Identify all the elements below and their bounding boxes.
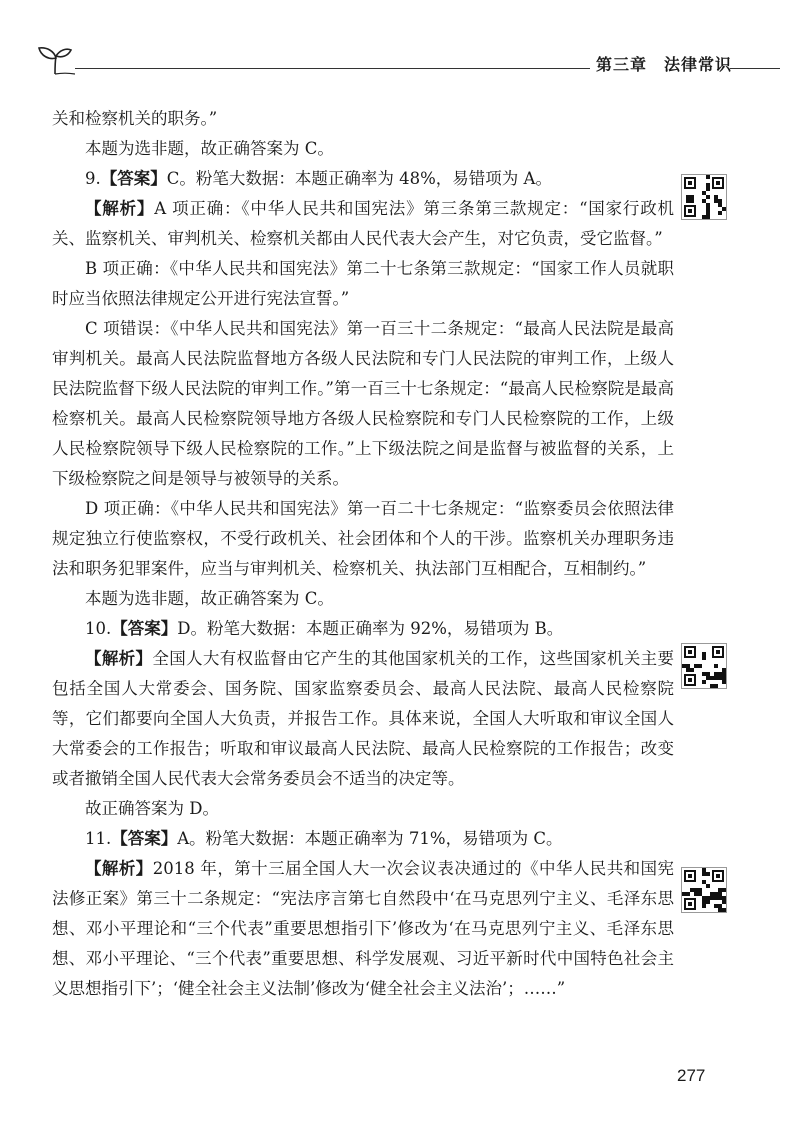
chapter-title: 第三章 法律常识 [590, 52, 738, 75]
page-header [35, 38, 780, 78]
page-number: 277 [677, 1066, 706, 1085]
answer-q9: 9.【答案】C。粉笔大数据：本题正确率为 48%，易错项为 A。 [85, 169, 552, 188]
header-rule-left [75, 68, 620, 69]
paragraph: 本题为选非题，故正确答案为 C。 [85, 139, 334, 158]
analysis-tag: 【解析】 [85, 649, 153, 668]
answer-explanation-body [52, 104, 674, 1004]
analysis-q9: 【解析】A 项正确：《中华人民共和国宪法》第三条第三款规定：“国家行政机关、监察机关、审判机关、检察机关都由人民代表大会产生，对它负责，受它监督。” [52, 199, 674, 248]
analysis-q10: 【解析】全国人大有权监督由它产生的其他国家机关的工作，这些国家机关主要包括全国人大常委会、国务院、国家监察委员会、最高人民法院、最高人民检察院等，它们都要向全国人大负责，并报告工作。具体来说，全国人大听取和审议全国人大常委会的工作报告；听取和审议最高人民法院、最高人民检察院的工作报告；改变或者撤销全国人民代表大会常务委员会不适当的决定等。 [52, 649, 675, 788]
paragraph: 本题为选非题，故正确答案为 C。 [85, 589, 334, 608]
sprout-logo-icon [35, 44, 75, 76]
qr-code-q11-icon[interactable] [681, 867, 727, 913]
header-rule-right [730, 68, 780, 69]
answer-q11: 11.【答案】A。粉笔大数据：本题正确率为 71%，易错项为 C。 [85, 829, 563, 848]
answer-q10: 10.【答案】D。粉笔大数据：本题正确率为 92%，易错项为 B。 [85, 619, 564, 638]
paragraph: B 项正确：《中华人民共和国宪法》第二十七条第三款规定：“国家工作人员就职时应当依照法律规定公开进行宪法宣誓。” [52, 259, 674, 308]
qr-code-q9-icon[interactable] [681, 174, 727, 220]
answer-tag: 【答案】 [111, 829, 178, 848]
qr-code-q10-icon[interactable] [681, 643, 727, 689]
paragraph: D 项正确：《中华人民共和国宪法》第一百二十七条规定：“监察委员会依照法律规定独立行使监察权，不受行政机关、社会团体和个人的干涉。监察机关办理职务违法和职务犯罪案件，应当与审判机关、检察机关、执法部门互相配合，互相制约。” [52, 499, 674, 578]
analysis-tag: 【解析】 [85, 859, 153, 878]
paragraph: C 项错误：《中华人民共和国宪法》第一百三十二条规定：“最高人民法院是最高审判机关。最高人民法院监督地方各级人民法院和专门人民法院的审判工作，上级人民法院监督下级人民法院的审判工作。”第一百三十七条规定：“最高人民检察院是最高检察机关。最高人民检察院领导地方各级人民检察院和专门人民检察院的工作，上级人民检察院领导下级人民检察院的工作。”上下级法院之间是监督与被监督的关系，上下级检察院之间是领导与被领导的关系。 [52, 319, 674, 488]
analysis-tag: 【解析】 [85, 199, 155, 218]
analysis-q11: 【解析】2018 年，第十三届全国人大一次会议表决通过的《中华人民共和国宪法修正案》第三十二条规定：“宪法序言第七自然段中‘在马克思列宁主义、毛泽东思想、邓小平理论和“三个代表”重要思想指引下’修改为‘在马克思列宁主义、毛泽东思想、邓小平理论、“三个代表”重要思想、科学发展观、习近平新时代中国特色社会主义思想指引下’；‘健全社会主义法制’修改为‘健全社会主义法治’；……” [52, 859, 674, 998]
paragraph: 关和检察机关的职务。” [52, 109, 218, 128]
answer-tag: 【答案】 [100, 169, 167, 188]
paragraph: 故正确答案为 D。 [85, 799, 219, 818]
answer-tag: 【答案】 [111, 619, 178, 638]
